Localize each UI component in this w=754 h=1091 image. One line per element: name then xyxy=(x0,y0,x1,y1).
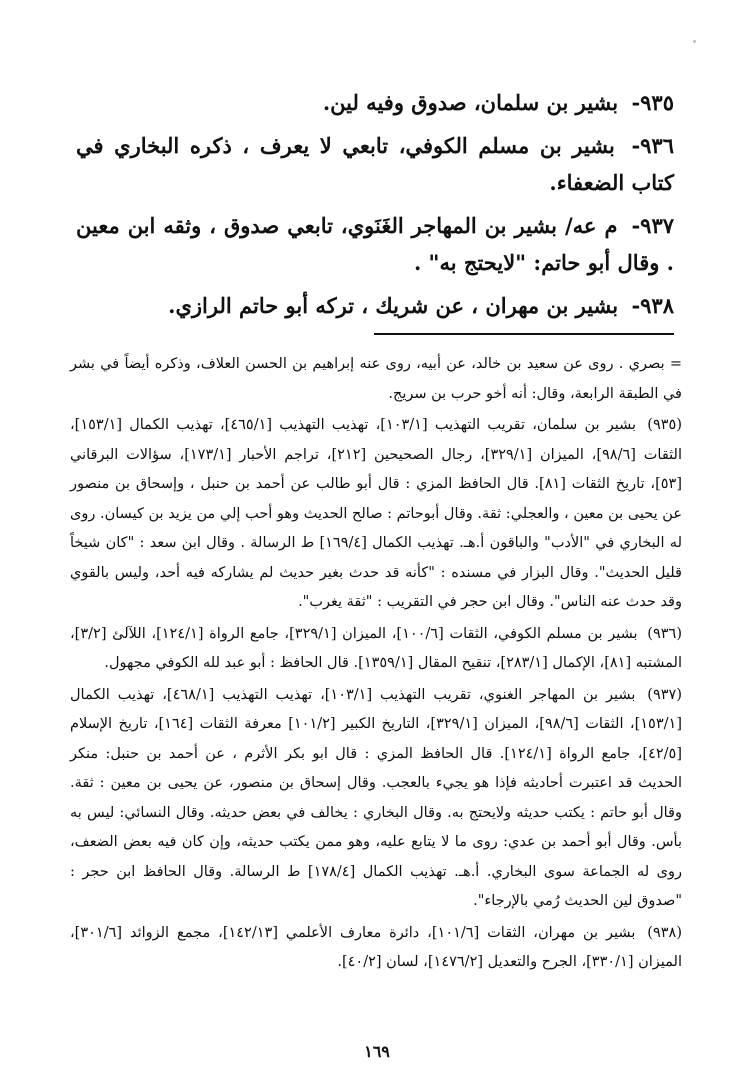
page-number: ١٦٩ xyxy=(364,1042,390,1061)
margin-mark xyxy=(693,40,696,43)
footnote-text: = بصري . روى عن سعيد بن خالد، عن أبيه، روى عنه إبراهيم بن الحسن العلاف، وذكره أيضاً في بشر في الطبقة الرابعة، وقال: أنه أخو حرب بن سريج. xyxy=(70,356,682,402)
footnote-continuation xyxy=(70,350,682,409)
entry-938 xyxy=(76,287,674,324)
footnote-number: (٩٣٥) xyxy=(647,417,682,433)
footnote-936 xyxy=(70,620,682,679)
entry-text: بشير بن مسلم الكوفي، تابعي لا يعرف ، ذكره البخاري في كتاب الضعفاء. xyxy=(76,133,674,195)
entry-number: ٩٣٦- xyxy=(631,133,674,158)
entry-number: ٩٣٧- xyxy=(631,213,675,238)
footnote-937 xyxy=(70,681,682,917)
entry-text: بشير بن سلمان، صدوق وفيه لين. xyxy=(322,90,619,115)
entry-number: ٩٣٥- xyxy=(631,90,674,115)
entry-935 xyxy=(76,84,674,121)
footnote-text: بشير بن سلمان، تقريب التهذيب [١٠٣/١]، تهذيب التهذيب [٤٦٥/١]، تهذيب الكمال [١٥٣/١]، الثقات [٩٨/٦]، الميزان [٣٢٩/١]، رجال الصحيحين [٢١٢]، تراجم الأحبار [١٧٣/١]، سؤالات البرقاني [٥٣]، تاريخ الثقات [٨١]. قال الحافظ المزي : قال أبو طالب عن أحمد بن حنبل ، وإسحاق بن منصور عن يحيى بن معين ، والعجلي: ثقة. وقال أبوحاتم : صالح الحديث وهو أحب إلي من يزيد بن كيسان. روى له البخاري في "الأدب" والباقون أ.هـ. تهذيب الكمال [١٦٩/٤] ط الرسالة . وقال ابن سعد : "كان شيخاً قليل الحديث". وقال البزار في مسنده : "كأنه قد حدث بغير حديث لم يشاركه فيه أحد، وليس بالقوي وقد حدث عنه الناس". وقال ابن حجر في التقريب : "ثقة يغرب". xyxy=(70,417,682,610)
entry-936 xyxy=(76,127,674,201)
footnote-text: بشير بن المهاجر الغنوي، تقريب التهذيب [١٠٣/١]، تهذيب التهذيب [٤٦٨/١]، تهذيب الكمال [١٥٣/١]، الثقات [٩٨/٦]، الميزان [٣٢٩/١]، التاريخ الكبير [١٠١/٢] معرفة الثقات [١٦٤]، تاريخ الإسلام [٤٢/٥]، جامع الرواة [١٢٤/١]. قال الحافظ المزي : قال ابو بكر الأثرم ، عن أحمد بن حنبل: منكر الحديث قد اعتبرت أحاديثه فإذا هو يجيء بالعجب. وقال إسحاق بن منصور، عن يحيى بن معين : ثقة. وقال أبو حاتم : يكتب حديثه ولايحتج به. وقال البخاري : يخالف في بعض حديثه. وقال النسائي: ليس به بأس. وقال أبو أحمد بن عدي: روى ما لا يتابع عليه، وهو ممن يكتب حديثه، وإن كان فيه بعض الضعف، روى له الجماعة سوى البخاري. أ.هـ. تهذيب الكمال [١٧٨/٤] ط الرسالة. وقال الحافظ ابن حجر : "صدوق لين الحديث رُمي بالإرجاء". xyxy=(70,686,682,909)
footnote-text: بشير بن مهران، الثقات [١٠١/٦]، دائرة معارف الأعلمي [١٤٢/١٣]، مجمع الزوائد [٣٠١/٦]، الميزان [٣٣٠/١]، الجرح والتعديل [١٤٧٦/٢]، لسان [٤٠/٢]. xyxy=(70,924,682,970)
footnote-divider xyxy=(374,333,674,335)
main-entries xyxy=(76,84,674,330)
entry-937 xyxy=(76,207,674,281)
footnote-text: بشير بن مسلم الكوفي، الثقات [١٠٠/٦]، الميزان [٣٢٩/١]، جامع الرواة [١٢٤/١]، اللآلئ [٣/٢]، المشتبه [٨١]، الإكمال [٢٨٣/١]، تنقيح المقال [١٣٥٩/١]. قال الحافظ : أبو عبد لله الكوفي مجهول. xyxy=(70,625,682,671)
footnote-number: (٩٣٨) xyxy=(647,924,682,941)
entry-text: م عه/ بشير بن المهاجر الغَنَوي، تابعي صدوق ، وثقه ابن معين . وقال أبو حاتم: "لايحتج به" . xyxy=(76,213,674,275)
footnote-number: (٩٣٦) xyxy=(647,625,682,642)
footnote-935 xyxy=(70,411,682,618)
footnotes xyxy=(70,350,682,980)
entry-text: بشير بن مهران ، عن شريك ، تركه أبو حاتم الرازي. xyxy=(168,293,619,318)
footnote-938 xyxy=(70,919,682,978)
entry-number: ٩٣٨- xyxy=(631,293,674,318)
footnote-number: (٩٣٧) xyxy=(647,686,683,703)
